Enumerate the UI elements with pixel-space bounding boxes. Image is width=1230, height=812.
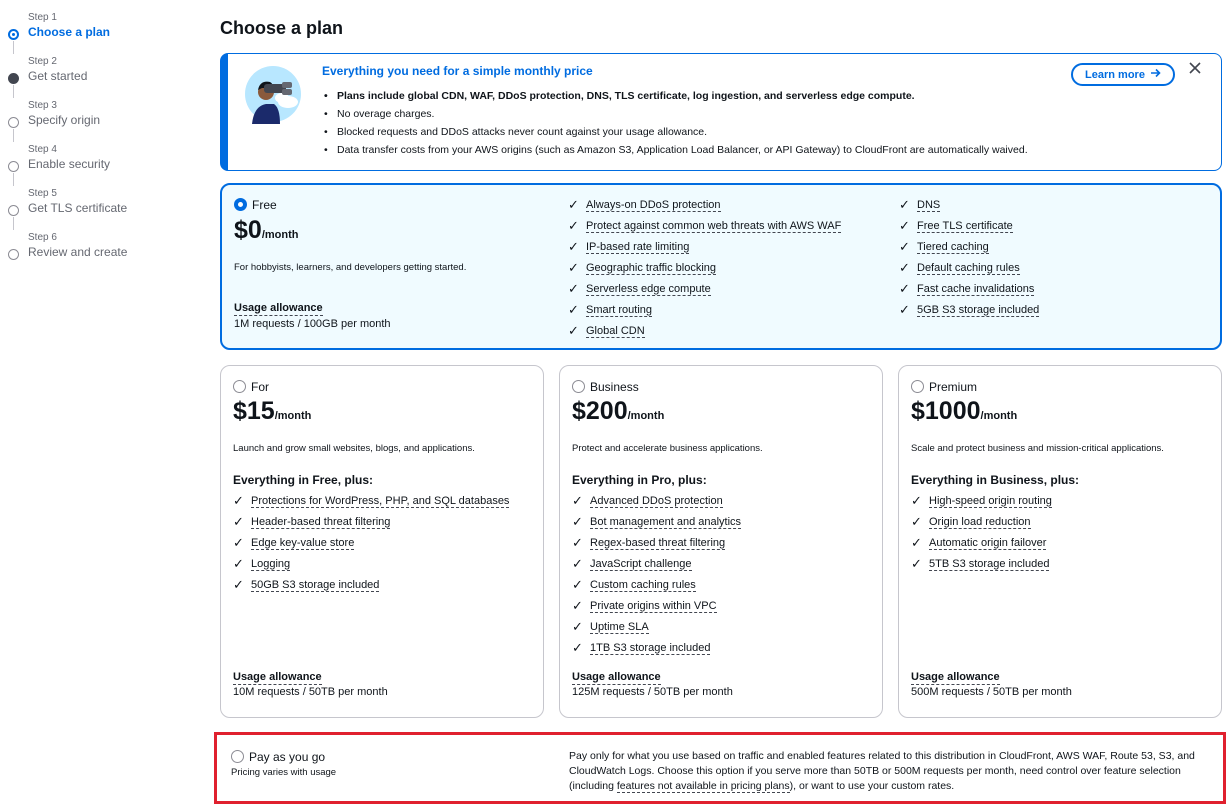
plan-card-business[interactable]	[559, 365, 883, 718]
plan-radio-business[interactable]	[572, 380, 585, 393]
step-number: Step 3	[28, 100, 57, 111]
step-connector	[13, 217, 14, 230]
feature-label[interactable]: Custom caching rules	[590, 579, 696, 591]
feature-label[interactable]: 1TB S3 storage included	[590, 642, 711, 654]
price-period: /month	[980, 410, 1018, 422]
check-icon: ✓	[911, 535, 922, 550]
check-icon: ✓	[911, 493, 922, 508]
step-pending-icon	[8, 249, 19, 260]
banner-bullet: • Data transfer costs from your AWS origins (such as Amazon S3, Application Load Balancer, or API Gateway) to CloudFront are automatically waived.	[322, 141, 1028, 159]
step-number: Step 2	[28, 56, 57, 67]
plan-radio-free[interactable]	[234, 198, 247, 211]
check-icon: ✓	[911, 556, 922, 571]
feature-label[interactable]: JavaScript challenge	[590, 558, 692, 570]
feature-item	[899, 302, 1039, 323]
feature-label[interactable]: Regex-based threat filtering	[590, 537, 726, 549]
plan-name: Free	[252, 198, 277, 212]
feature-label[interactable]: 5GB S3 storage included	[917, 304, 1040, 316]
feature-label[interactable]: 5TB S3 storage included	[929, 558, 1050, 570]
step-title[interactable]: Get started	[28, 69, 88, 83]
features-not-available-link[interactable]: features not available in pricing plans	[616, 780, 790, 792]
usage-allowance-label[interactable]: Usage allowance	[572, 671, 661, 683]
feature-label[interactable]: Automatic origin failover	[929, 537, 1047, 549]
feature-label[interactable]: Always-on DDoS protection	[586, 199, 721, 211]
feature-item	[911, 493, 1052, 514]
feature-label[interactable]: DNS	[917, 199, 941, 211]
feature-item	[572, 556, 741, 577]
feature-item	[233, 577, 509, 598]
plan-card-pro[interactable]	[220, 365, 544, 718]
plan-card-free[interactable]	[220, 183, 1222, 350]
payg-description	[569, 749, 1219, 794]
usage-allowance-label[interactable]: Usage allowance	[233, 671, 322, 683]
check-icon: ✓	[568, 302, 579, 317]
learn-more-label: Learn more	[1085, 68, 1145, 81]
check-icon: ✓	[572, 598, 583, 613]
feature-item	[899, 260, 1039, 281]
step-review-and-create[interactable]	[8, 232, 208, 274]
banner-bullet: • Blocked requests and DDoS attacks never count against your usage allowance.	[322, 123, 1028, 141]
payg-description-text-end: ), or want to use your custom rates.	[789, 780, 955, 792]
check-icon: ✓	[568, 197, 579, 212]
check-icon: ✓	[899, 260, 910, 275]
usage-allowance-label[interactable]: Usage allowance	[911, 671, 1000, 683]
step-title[interactable]: Review and create	[28, 245, 128, 259]
step-title[interactable]: Enable security	[28, 157, 111, 171]
step-pending-icon	[8, 161, 19, 172]
plan-price	[572, 397, 664, 426]
feature-label[interactable]: Smart routing	[586, 304, 653, 316]
feature-label[interactable]: Global CDN	[586, 325, 645, 337]
feature-item	[911, 514, 1052, 535]
feature-item	[572, 598, 741, 619]
feature-item	[572, 577, 741, 598]
check-icon: ✓	[568, 218, 579, 233]
price-period: /month	[261, 229, 299, 241]
feature-label[interactable]: Header-based threat filtering	[251, 516, 391, 528]
step-choose-plan[interactable]	[8, 12, 208, 54]
feature-label[interactable]: Uptime SLA	[590, 621, 649, 633]
step-complete-icon	[8, 73, 19, 84]
plan-name: Business	[590, 380, 639, 394]
price-amount: $0	[234, 216, 262, 244]
step-specify-origin[interactable]	[8, 100, 208, 142]
price-amount: $1000	[911, 397, 981, 425]
step-enable-security[interactable]	[8, 144, 208, 186]
feature-label[interactable]: Protect against common web threats with AWS WAF	[586, 220, 842, 232]
price-amount: $15	[233, 397, 275, 425]
feature-item	[233, 556, 509, 577]
check-icon: ✓	[233, 556, 244, 571]
info-banner	[220, 53, 1222, 171]
plan-description: For hobbyists, learners, and developers getting started.	[234, 262, 467, 273]
feature-item	[568, 260, 841, 281]
check-icon: ✓	[233, 493, 244, 508]
feature-item	[568, 239, 841, 260]
plan-radio-pay-as-you-go[interactable]	[231, 750, 244, 763]
feature-label[interactable]: Tiered caching	[917, 241, 989, 253]
feature-label[interactable]: IP-based rate limiting	[586, 241, 690, 253]
plan-price	[234, 216, 298, 245]
plan-plus-title: Everything in Free, plus:	[233, 473, 374, 487]
feature-item	[572, 514, 741, 535]
check-icon: ✓	[572, 493, 583, 508]
plan-name: Pay as you go	[249, 750, 326, 764]
step-connector	[13, 129, 14, 142]
feature-list	[899, 197, 1039, 323]
usage-allowance-value: 10M requests / 50TB per month	[233, 686, 388, 698]
plan-name: For	[251, 380, 269, 394]
check-icon: ✓	[911, 514, 922, 529]
feature-label[interactable]: Serverless edge compute	[586, 283, 711, 295]
feature-list	[233, 493, 509, 598]
plan-radio-pro[interactable]	[233, 380, 246, 393]
feature-label[interactable]: Free TLS certificate	[917, 220, 1013, 232]
close-icon[interactable]	[1189, 59, 1201, 79]
feature-list	[911, 493, 1052, 577]
learn-more-button[interactable]	[1071, 63, 1175, 86]
price-amount: $200	[572, 397, 628, 425]
step-pending-icon	[8, 205, 19, 216]
usage-allowance-value: 1M requests / 100GB per month	[234, 318, 391, 330]
feature-label[interactable]: Origin load reduction	[929, 516, 1031, 528]
check-icon: ✓	[572, 535, 583, 550]
plan-description: Scale and protect business and mission-critical applications.	[911, 443, 1164, 454]
feature-item	[568, 281, 841, 302]
feature-item	[568, 323, 841, 344]
step-title[interactable]: Choose a plan	[28, 25, 111, 39]
check-icon: ✓	[899, 218, 910, 233]
check-icon: ✓	[568, 323, 579, 338]
check-icon: ✓	[233, 577, 244, 592]
check-icon: ✓	[899, 239, 910, 254]
check-icon: ✓	[899, 197, 910, 212]
plan-price	[233, 397, 311, 426]
check-icon: ✓	[572, 514, 583, 529]
usage-allowance-label[interactable]: Usage allowance	[234, 302, 323, 314]
feature-label[interactable]: 50GB S3 storage included	[251, 579, 380, 591]
feature-label[interactable]: Advanced DDoS protection	[590, 495, 723, 507]
feature-item	[899, 281, 1039, 302]
plan-radio-premium[interactable]	[911, 380, 924, 393]
plan-card-pay-as-you-go[interactable]	[221, 739, 1219, 797]
plan-subtitle: Pricing varies with usage	[231, 767, 337, 778]
banner-bullet-list	[322, 87, 1028, 159]
step-connector	[13, 41, 14, 54]
check-icon: ✓	[568, 239, 579, 254]
feature-label[interactable]: Default caching rules	[917, 262, 1020, 274]
check-icon: ✓	[572, 556, 583, 571]
feature-item	[572, 619, 741, 640]
step-number: Step 4	[28, 144, 57, 155]
feature-item	[572, 640, 741, 661]
feature-item	[568, 302, 841, 323]
step-number: Step 1	[28, 12, 57, 23]
feature-list	[568, 197, 841, 344]
plan-card-premium[interactable]	[898, 365, 1222, 718]
check-icon: ✓	[572, 577, 583, 592]
page-title: Choose a plan	[220, 18, 344, 38]
check-icon: ✓	[233, 535, 244, 550]
banner-bullet: • No overage charges.	[322, 105, 1028, 123]
feature-label[interactable]: Geographic traffic blocking	[586, 262, 717, 274]
feature-label[interactable]: Bot management and analytics	[590, 516, 742, 528]
check-icon: ✓	[899, 302, 910, 317]
step-pending-icon	[8, 117, 19, 128]
banner-heading: Everything you need for a simple monthly price	[322, 64, 593, 78]
plan-description: Launch and grow small websites, blogs, and applications.	[233, 443, 475, 454]
feature-item	[233, 514, 509, 535]
plan-description: Protect and accelerate business applications.	[572, 443, 763, 454]
payg-description-text: Pay only for what you use based on traffic and enabled features related to this distribution in CloudFront, AWS WAF, Route 53, S3, and CloudWatch Logs. Choose this option if you serve more than 50TB or 500M requests per month, need control over feature selection (including	[569, 750, 1195, 792]
arrow-right-icon	[1150, 68, 1161, 81]
step-get-tls-certificate[interactable]	[8, 188, 208, 230]
feature-label[interactable]: Edge key-value store	[251, 537, 355, 549]
step-current-icon	[8, 29, 19, 40]
plan-plus-title: Everything in Business, plus:	[911, 473, 1080, 487]
step-title[interactable]: Get TLS certificate	[28, 201, 128, 215]
check-icon: ✓	[572, 640, 583, 655]
step-number: Step 6	[28, 232, 57, 243]
feature-label[interactable]: Protections for WordPress, PHP, and SQL databases	[251, 495, 510, 507]
price-period: /month	[627, 410, 665, 422]
plan-plus-title: Everything in Pro, plus:	[572, 473, 707, 487]
feature-item	[233, 535, 509, 556]
step-number: Step 5	[28, 188, 57, 199]
check-icon: ✓	[899, 281, 910, 296]
step-title[interactable]: Specify origin	[28, 113, 101, 127]
feature-item	[899, 239, 1039, 260]
feature-item	[911, 535, 1052, 556]
feature-item	[899, 197, 1039, 218]
step-connector	[13, 85, 14, 98]
banner-bullet: • Plans include global CDN, WAF, DDoS protection, DNS, TLS certificate, log ingestion, and serverless edge compute.	[322, 87, 1028, 105]
feature-item	[911, 556, 1052, 577]
check-icon: ✓	[233, 514, 244, 529]
step-connector	[13, 173, 14, 186]
wizard-steps	[8, 10, 208, 274]
person-with-binoculars-illustration	[242, 62, 304, 124]
plan-price	[911, 397, 1017, 426]
feature-item	[899, 218, 1039, 239]
price-period: /month	[274, 410, 312, 422]
feature-label[interactable]: High-speed origin routing	[929, 495, 1052, 507]
feature-item	[568, 218, 841, 239]
plan-name: Premium	[929, 380, 978, 394]
step-get-started[interactable]	[8, 56, 208, 98]
check-icon: ✓	[568, 260, 579, 275]
feature-label[interactable]: Private origins within VPC	[590, 600, 717, 612]
feature-item	[572, 493, 741, 514]
usage-allowance-value: 500M requests / 50TB per month	[911, 686, 1072, 698]
feature-item	[233, 493, 509, 514]
check-icon: ✓	[572, 619, 583, 634]
feature-item	[572, 535, 741, 556]
usage-allowance-value: 125M requests / 50TB per month	[572, 686, 733, 698]
check-icon: ✓	[568, 281, 579, 296]
feature-label[interactable]: Logging	[251, 558, 291, 570]
feature-list	[572, 493, 741, 661]
highlight-box	[214, 732, 1226, 804]
feature-label[interactable]: Fast cache invalidations	[917, 283, 1035, 295]
feature-item	[568, 197, 841, 218]
